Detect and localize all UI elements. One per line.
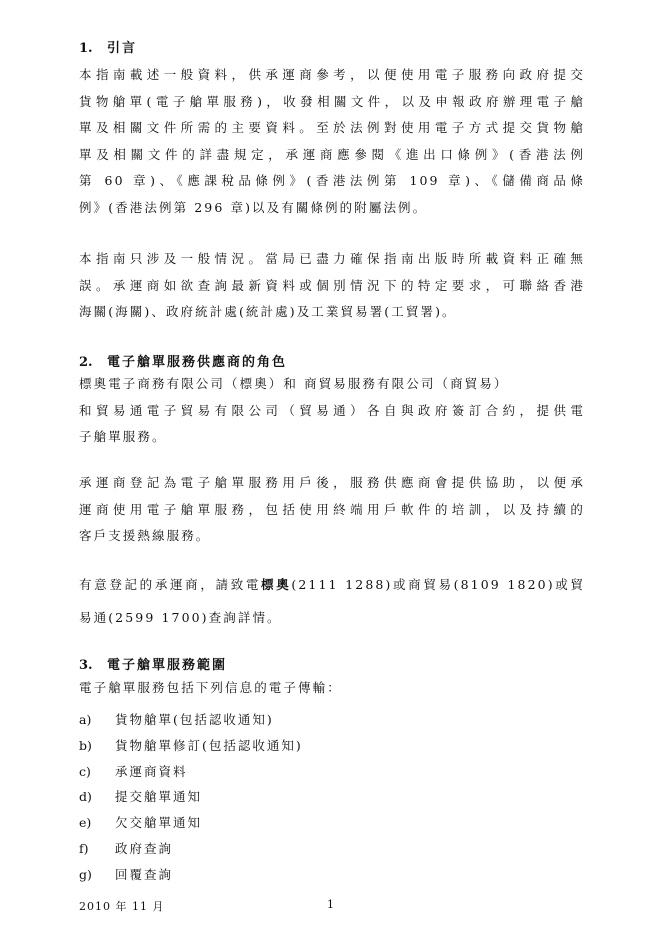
paragraph-line: 標奧電子商務有限公司（標奧）和 商貿易服務有限公司（商貿易） <box>79 376 509 391</box>
section-title: 電子艙單服務範圍 <box>107 658 228 673</box>
list-item <box>79 733 585 759</box>
list-item <box>79 784 585 810</box>
section-title: 電子艙單服務供應商的角色 <box>107 355 288 370</box>
service-list <box>79 707 585 888</box>
list-item <box>79 810 585 836</box>
list-marker: e) <box>79 815 92 831</box>
section-number: 1. <box>79 41 93 56</box>
contact-text: 有意登記的承運商，請致電 <box>79 577 262 592</box>
list-item-text: 欠交艙單通知 <box>115 815 203 831</box>
paragraph-line: 和貿易通電子貿易有限公司（貿易通）各自與政府簽訂合約，提供電 <box>79 402 585 418</box>
section-3-heading <box>79 654 585 673</box>
section-2-paragraph-1 <box>79 371 585 451</box>
paragraph-line: 海關(海關)、政府統計處(統計處)及工業貿易署(工貿署)。 <box>79 304 457 319</box>
paragraph-line: 承運商登記為電子艙單服務用戶後，服務供應商會提供協助，以便承 <box>79 475 585 490</box>
paragraph-line: 本指南載述一般資料，供承運商參考，以便使用電子服務向政府提交 <box>79 67 585 82</box>
section-1-paragraph-1 <box>79 62 585 221</box>
list-item-text: 貨物艙單修訂(包括認收通知) <box>115 737 303 753</box>
list-item-text: 貨物艙單(包括認收通知) <box>115 712 274 727</box>
paragraph-line: 單及相關文件所需的主要資料。至於法例對使用電子方式提交貨物艙 <box>79 120 585 135</box>
list-marker: f) <box>79 840 89 856</box>
section-3-intro <box>79 675 585 702</box>
section-number: 2. <box>79 355 93 370</box>
paragraph-line: 單及相關文件的詳盡規定，承運商應參閱《進出口條例》(香港法例 <box>79 146 585 162</box>
paragraph-line: 貨物艙單(電子艙單服務)，收發相關文件，以及申報政府辦理電子艙 <box>79 93 585 109</box>
paragraph-line: 本指南只涉及一般情況。當局已盡力確保指南出版時所載資料正確無 <box>79 251 585 266</box>
paragraph-line: 客戶支援熱線服務。 <box>79 528 211 543</box>
list-item-text: 回覆查詢 <box>115 866 174 882</box>
section-2-paragraph-2 <box>79 470 585 550</box>
section-2-heading <box>79 351 585 370</box>
section-number: 3. <box>79 658 93 673</box>
list-item-text: 承運商資料 <box>115 763 188 779</box>
section-1-heading <box>79 37 585 56</box>
list-marker: g) <box>79 866 92 882</box>
paragraph-line: 運商使用電子艙單服務，包括使用終端用戶軟件的培訓，以及持續的 <box>79 501 585 517</box>
list-item-text: 政府查詢 <box>115 840 174 856</box>
contact-provider-bold: 標奧 <box>261 577 292 592</box>
section-2-paragraph-3 <box>79 568 585 634</box>
paragraph-line: 易通(2599 1700)查詢詳情。 <box>79 610 282 625</box>
list-item <box>79 707 585 733</box>
section-title: 引言 <box>107 41 138 56</box>
paragraph-line: 第 60 章)、《應課稅品條例》(香港法例第 109 章)、《儲備商品條 <box>79 173 585 188</box>
list-item <box>79 759 585 785</box>
section-1-paragraph-2 <box>79 246 585 326</box>
paragraph-line: 誤。承運商如欲查詢最新資料或個別情況下的特定要求，可聯絡香港 <box>79 277 585 293</box>
list-marker: a) <box>79 712 92 727</box>
list-item <box>79 836 585 862</box>
paragraph-line <box>79 568 585 601</box>
list-item-text: 提交艙單通知 <box>115 789 203 805</box>
page-number: 1 <box>327 898 335 911</box>
paragraph-line: 子艙單服務。 <box>79 429 167 444</box>
footer-date: 2010 年 11 月 <box>79 900 165 913</box>
paragraph-line: 例》(香港法例第 296 章)以及有關條例的附屬法例。 <box>79 199 428 215</box>
list-marker: c) <box>79 763 91 779</box>
list-marker: d) <box>79 789 92 805</box>
paragraph-line: 電子艙單服務包括下列信息的電子傳輸： <box>79 680 342 695</box>
list-item <box>79 862 585 888</box>
list-marker: b) <box>79 737 92 753</box>
contact-text: (2111 1288)或商貿易(8109 1820)或貿 <box>291 577 585 592</box>
